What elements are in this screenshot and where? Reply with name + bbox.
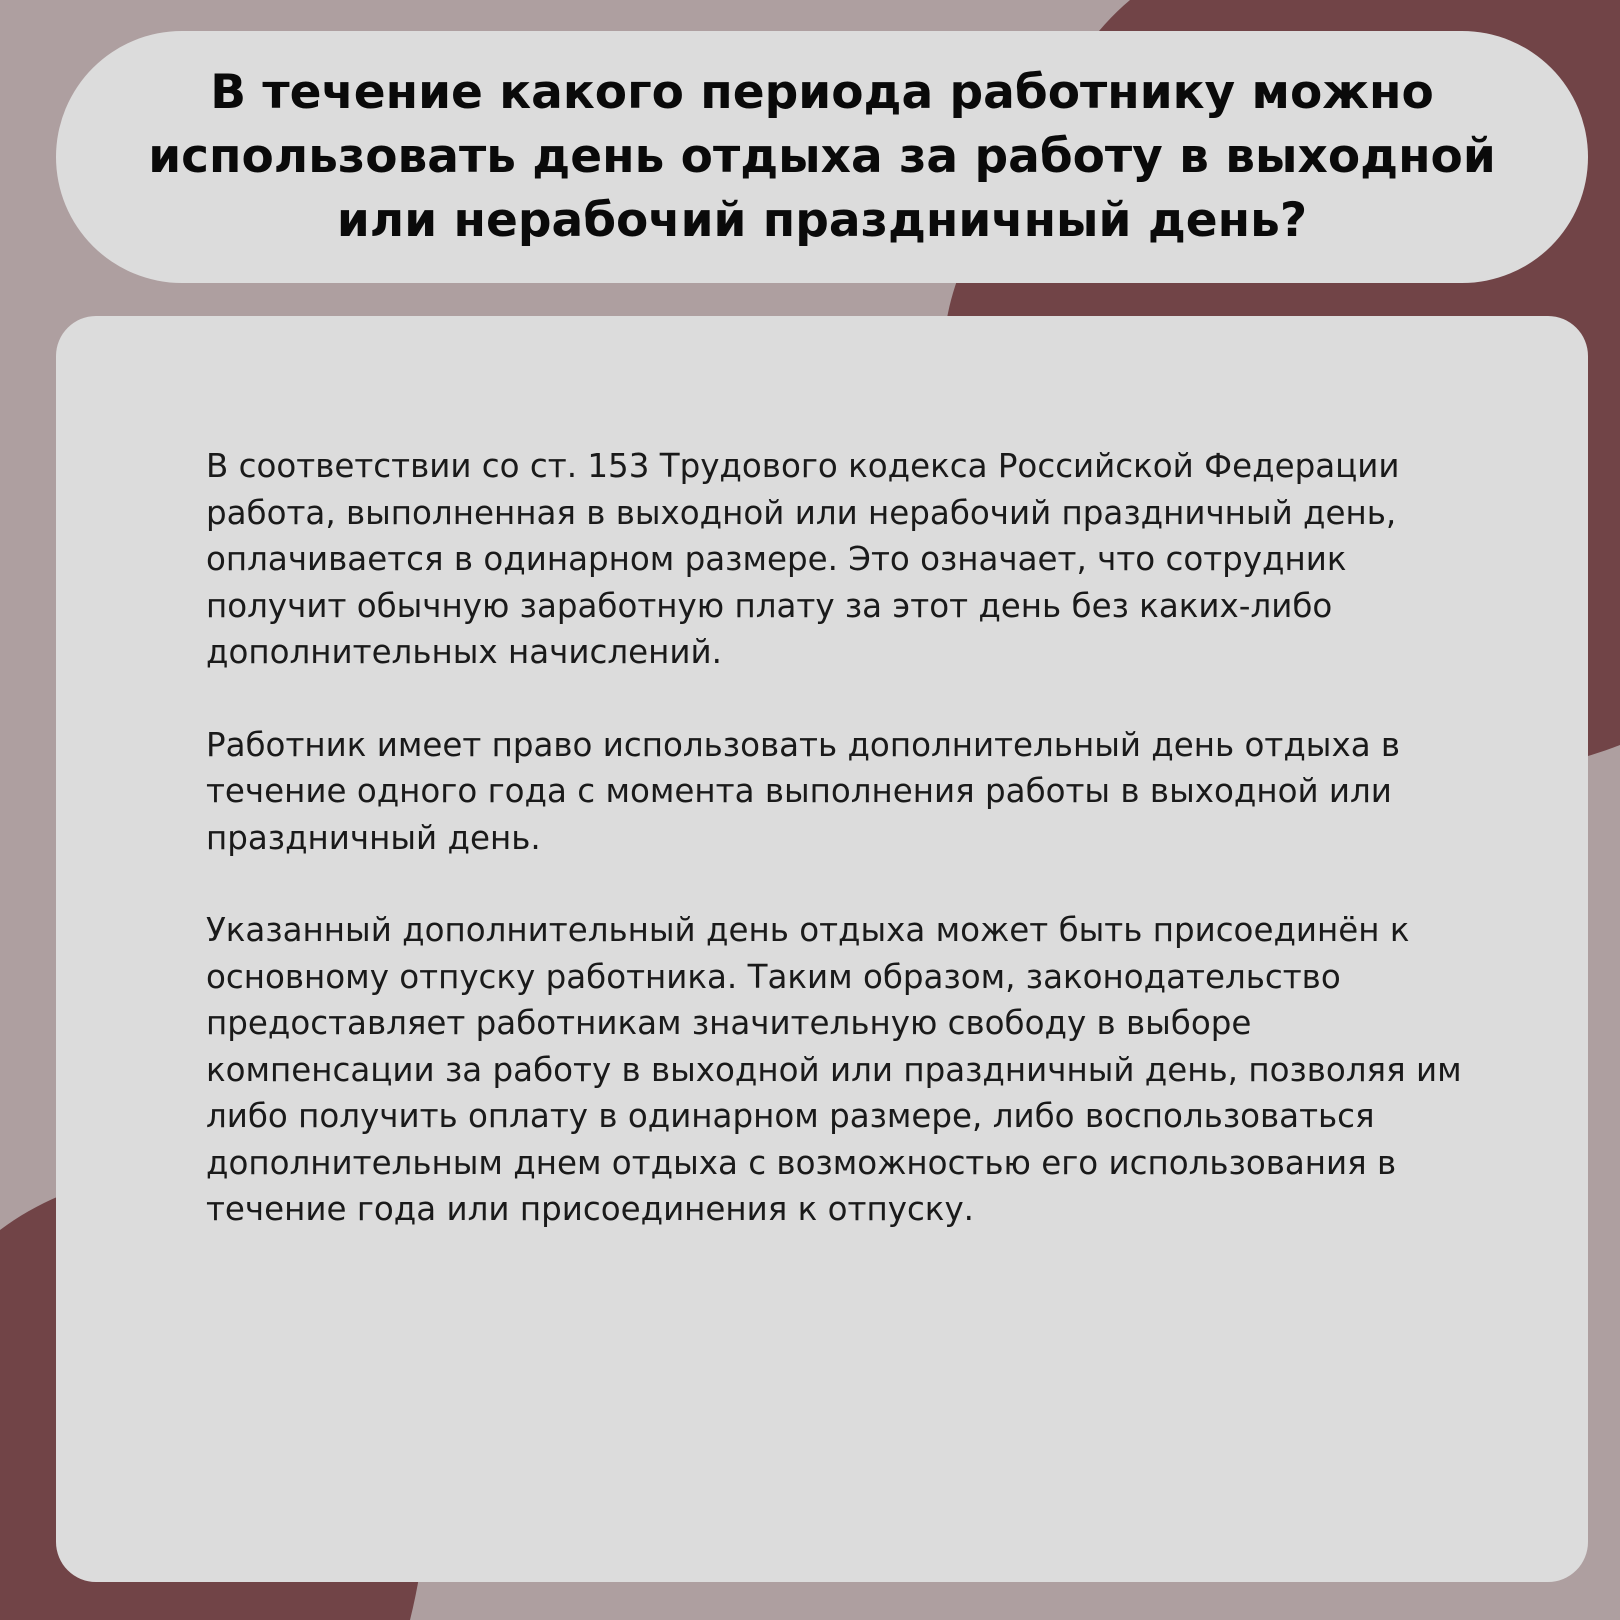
title-banner (56, 31, 1588, 283)
paragraph-vacation-join: Указанный дополнительный день отдыха может быть присоединён к основному отпуску работника. Таким образом, законодательство предоставляет работникам значительную свободу в выборе компенсации за работу в выходной или праздничный день, позволяя им либо получить оплату в одинарном размере, либо воспользоваться дополнительным днем отдыха с возможностью его использования в течение года или присоединения к отпуску. (206, 911, 1462, 1228)
page-title: В течение какого периода работнику можно использовать день отдыха за работу в выходной или нерабочий праздничный день? (148, 65, 1496, 248)
paragraph-payment: В соответствии со ст. 153 Трудового кодекса Российской Федерации работа, выполненная в выходной или нерабочий праздничный день, оплачивается в одинарном размере. Это означает, что сотрудник получит обычную заработную плату за этот день без каких-либо дополнительных начислений. (206, 447, 1400, 671)
paragraph-rest-day-period: Работник имеет право использовать дополнительный день отдыха в течение одного года с момента выполнения работы в выходной или праздничный день. (206, 725, 1401, 857)
content-card (56, 316, 1588, 1582)
